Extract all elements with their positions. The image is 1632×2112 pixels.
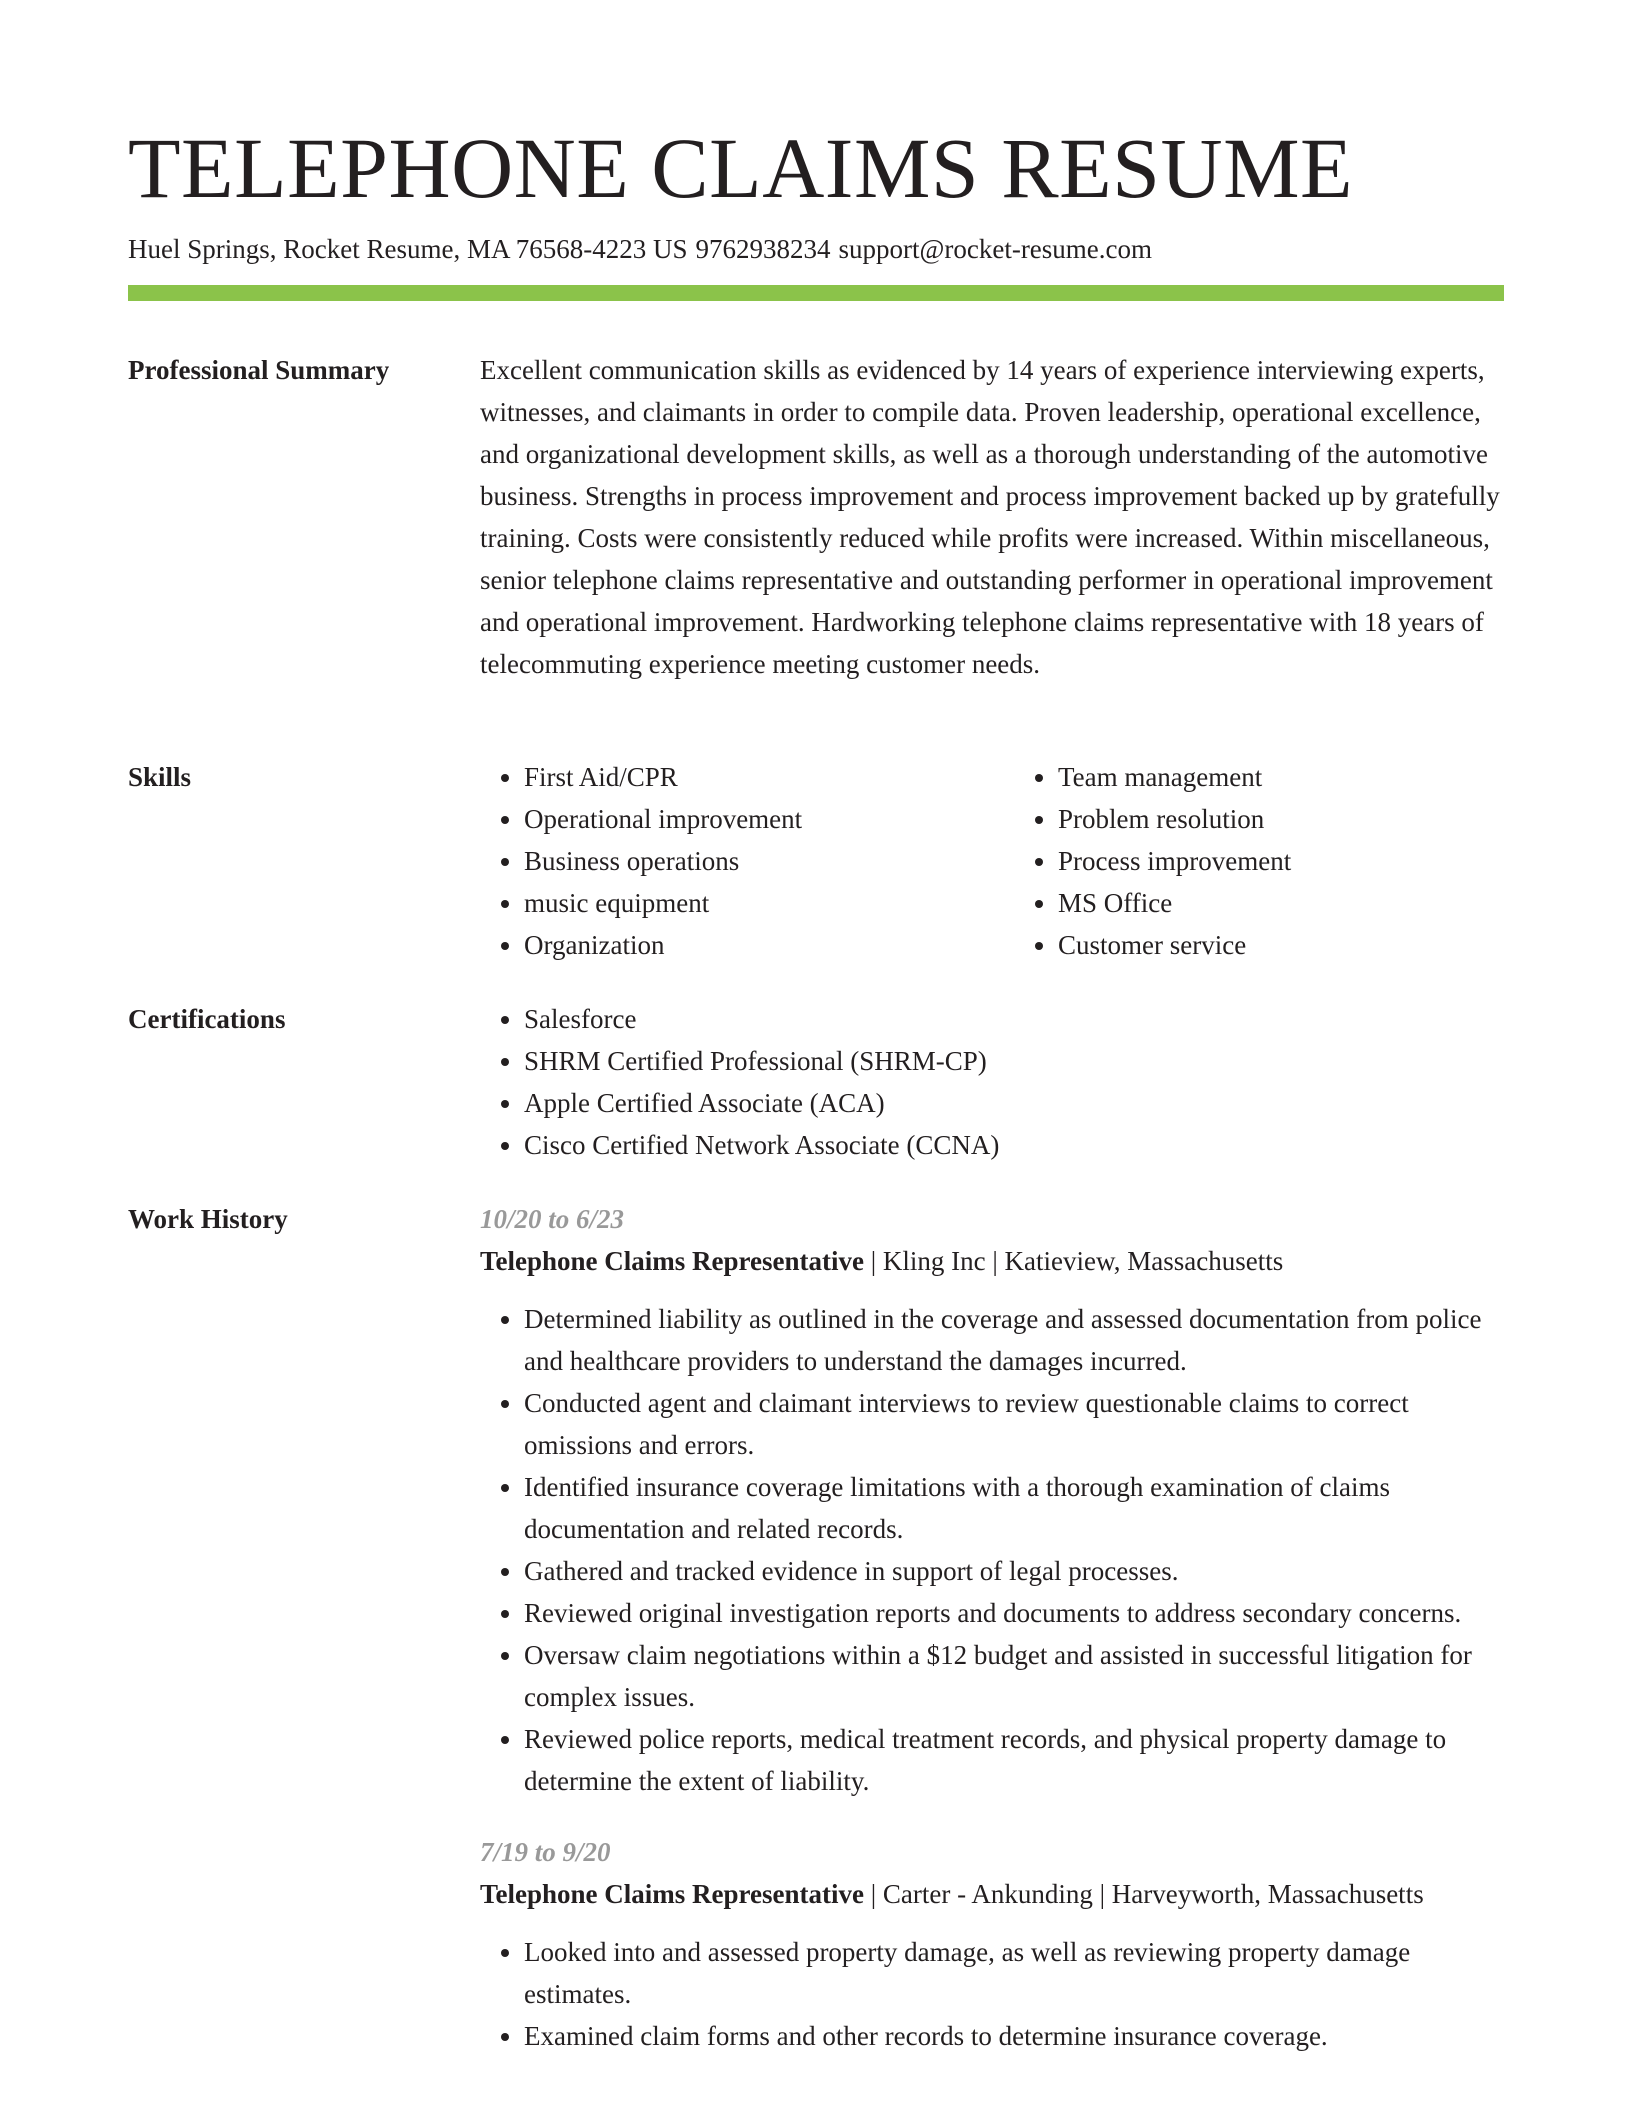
summary-body xyxy=(480,349,1504,685)
resume-title: TELEPHONE CLAIMS RESUME xyxy=(128,120,1354,216)
certifications-list xyxy=(480,998,1504,1166)
job-bullet: • Gathered and tracked evidence in support of legal processes. xyxy=(524,1550,1504,1592)
job-dates: 10/20 to 6/23 xyxy=(480,1204,625,1234)
skill-item: • Organization xyxy=(524,924,970,966)
summary-section xyxy=(128,349,1504,729)
job-bullets xyxy=(480,1298,1504,1802)
job-dates: 7/19 to 9/20 xyxy=(480,1837,611,1867)
skill-item: • First Aid/CPR xyxy=(524,756,970,798)
certification-item: • SHRM Certified Professional (SHRM-CP) xyxy=(524,1040,1504,1082)
job-entry xyxy=(480,1831,1504,2057)
skill-item: • Problem resolution xyxy=(1058,798,1504,840)
contact-email: support@rocket-resume.com xyxy=(838,234,1153,264)
section-heading-work-history: Work History xyxy=(128,1204,288,1234)
job-title-line xyxy=(480,1240,1504,1282)
job-title-line xyxy=(480,1873,1504,1915)
contact-line xyxy=(128,232,1504,266)
header-divider xyxy=(128,285,1504,301)
work-history-section xyxy=(128,1198,1504,2098)
skills-body xyxy=(480,756,1504,966)
skill-item: • Business operations xyxy=(524,840,970,882)
summary-text: Excellent communication skills as evidenced by 14 years of experience interviewing experts, witnesses, and claimants in order to compile data. Proven leadership, operational excellence, and organizational development skills, as well as a thorough understanding of the automotive business. Strengths in process improvement and process improvement backed up by gratefully training. Costs were consistently reduced while profits were increased. Within miscellaneous, senior telephone claims representative and outstanding performer in operational improvement and operational improvement. Hardworking telephone claims representative with 18 years of telecommuting experience meeting customer needs. xyxy=(480,355,1500,679)
job-title: Telephone Claims Representative xyxy=(480,1879,864,1909)
section-heading-skills: Skills xyxy=(128,762,192,792)
section-heading-summary: Professional Summary xyxy=(128,355,390,385)
skills-list-left xyxy=(480,756,970,966)
job-bullet: • Conducted agent and claimant interviews to review questionable claims to correct omissions and errors. xyxy=(524,1382,1504,1466)
job-bullet: • Looked into and assessed property damage, as well as reviewing property damage estimates. xyxy=(524,1931,1504,2015)
certification-item: • Salesforce xyxy=(524,998,1504,1040)
resume-header xyxy=(128,118,1504,266)
certifications-section xyxy=(128,998,1504,1178)
job-bullets xyxy=(480,1931,1504,2057)
job-bullet: • Identified insurance coverage limitations with a thorough examination of claims documentation and related records. xyxy=(524,1466,1504,1550)
skill-item: • Operational improvement xyxy=(524,798,970,840)
job-bullet: • Reviewed police reports, medical treatment records, and physical property damage to determine the extent of liability. xyxy=(524,1718,1504,1802)
work-history-body xyxy=(480,1198,1504,2086)
section-heading-certifications: Certifications xyxy=(128,1004,286,1034)
job-bullet: • Examined claim forms and other records to determine insurance coverage. xyxy=(524,2015,1504,2057)
job-bullet: • Determined liability as outlined in the coverage and assessed documentation from police and healthcare providers to understand the damages incurred. xyxy=(524,1298,1504,1382)
skills-list-right xyxy=(1014,756,1504,966)
job-employer: | Kling Inc | Katieview, Massachusetts xyxy=(864,1246,1284,1276)
job-bullet: • Oversaw claim negotiations within a $12 budget and assisted in successful litigation for complex issues. xyxy=(524,1634,1504,1718)
job-title: Telephone Claims Representative xyxy=(480,1246,864,1276)
certifications-body xyxy=(480,998,1504,1166)
skill-item: • Team management xyxy=(1058,756,1504,798)
contact-phone: 9762938234 xyxy=(695,234,831,264)
skill-item: • music equipment xyxy=(524,882,970,924)
skills-columns xyxy=(480,756,1504,966)
skill-item: • Customer service xyxy=(1058,924,1504,966)
job-bullet: • Reviewed original investigation reports and documents to address secondary concerns. xyxy=(524,1592,1504,1634)
skills-section xyxy=(128,756,1504,976)
certification-item: • Apple Certified Associate (ACA) xyxy=(524,1082,1504,1124)
contact-address: Huel Springs, Rocket Resume, MA 76568-4223 US xyxy=(128,234,688,264)
certification-item: • Cisco Certified Network Associate (CCNA) xyxy=(524,1124,1504,1166)
job-employer: | Carter - Ankunding | Harveyworth, Massachusetts xyxy=(864,1879,1424,1909)
job-entry xyxy=(480,1198,1504,1802)
skill-item: • Process improvement xyxy=(1058,840,1504,882)
skill-item: • MS Office xyxy=(1058,882,1504,924)
